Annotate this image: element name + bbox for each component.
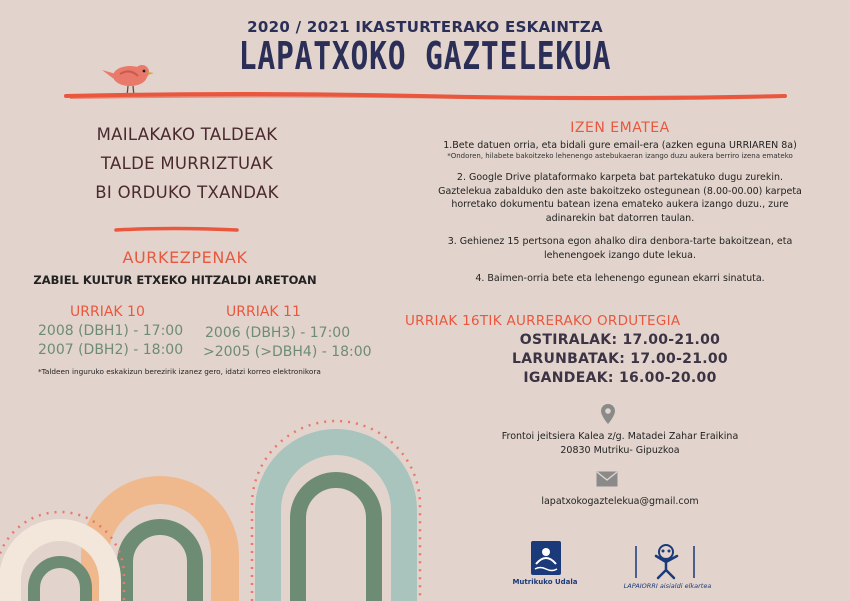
page-title: LAPATXOKO GAZTELEKUA <box>238 34 612 78</box>
rainbow-decoration <box>0 400 460 601</box>
association-logo <box>630 540 700 582</box>
step-line: Gaztelekua zabalduko den aste bakoitzeko ostegunean (8.00-00.00) karpeta <box>438 185 802 197</box>
address-line: 20830 Mutriku- Gipuzkoa <box>560 445 680 456</box>
envelope-icon <box>596 471 618 487</box>
step-line: 2. Google Drive plataformako karpeta bat partekatuko dugu zurekin. <box>456 172 784 183</box>
day1-label: URRIAK 10 <box>70 304 145 320</box>
registration-step-4: 4. Baimen-orria bete eta lehenengo egunean ekarri sinatuta. <box>475 273 765 284</box>
registration-step-1: 1.Bete datuen orria, eta bidali gure email-era (azken eguna URRIAREN 8a) <box>443 140 797 151</box>
step-line: lehenengoek izango dute lekua. <box>544 249 696 261</box>
address <box>405 430 835 458</box>
groups-note: *Taldeen inguruko eskakizun berezirik izanez gero, idatzi korreo elektronikora <box>38 367 321 376</box>
schedule-row: LARUNBATAK: 17.00-21.00 <box>512 351 728 367</box>
registration-step-2 <box>405 171 835 225</box>
offer-subtitle: 2020 / 2021 IKASTURTERAKO ESKAINTZA <box>247 18 603 36</box>
presentations-title: AURKEZPENAK <box>122 248 248 267</box>
municipality-caption: Mutrikuko Udala <box>512 578 578 586</box>
step-line: horretako dokumentu batean izena emateko aukera izango duzu., zure <box>451 199 789 210</box>
group-item: MAILAKAKO TALDEAK <box>96 125 278 144</box>
day2-label: URRIAK 11 <box>226 304 301 320</box>
day1-slot: 2008 (DBH1) - 17:00 <box>38 323 184 339</box>
schedule-row: OSTIRALAK: 17.00-21.00 <box>519 332 721 348</box>
association-caption: LAPAIORRI aisialdi elkartea <box>623 582 712 590</box>
email-link[interactable]: lapatxokogaztelekua@gmail.com <box>541 496 699 507</box>
brush-divider-top <box>60 88 790 104</box>
presentations-place: ZABIEL KULTUR ETXEKO HITZALDI ARETOAN <box>33 273 317 287</box>
day2-slot: >2005 (>DBH4) - 18:00 <box>203 344 372 360</box>
brush-divider-middle <box>112 225 242 235</box>
step-line: adinarekin bat datorren taulan. <box>545 212 695 224</box>
group-item: TALDE MURRIZTUAK <box>100 154 274 173</box>
schedule-row: IGANDEAK: 16.00-20.00 <box>523 370 717 386</box>
registration-step-3 <box>405 235 835 262</box>
group-item: BI ORDUKO TXANDAK <box>95 183 279 202</box>
location-pin-icon <box>600 403 616 425</box>
registration-step-1-note: *Ondoren, hilabete bakoitzeko lehenengo astebukaeran izango duzu aukera berriro izena emateko <box>447 152 793 160</box>
registration-title: IZEN EMATEA <box>570 120 670 136</box>
groups-list <box>52 120 322 207</box>
address-line: Frontoi jeitsiera Kalea z/g. Matadei Zahar Eraikina <box>501 431 739 442</box>
day1-slot: 2007 (DBH2) - 18:00 <box>38 342 184 358</box>
schedule-title: URRIAK 16TIK AURRERAKO ORDUTEGIA <box>405 313 681 329</box>
day2-slot: 2006 (DBH3) - 17:00 <box>205 325 351 341</box>
municipality-logo <box>530 540 562 578</box>
step-line: 3. Gehienez 15 pertsona egon ahalko dira denbora-tarte bakoitzean, eta <box>447 236 793 247</box>
